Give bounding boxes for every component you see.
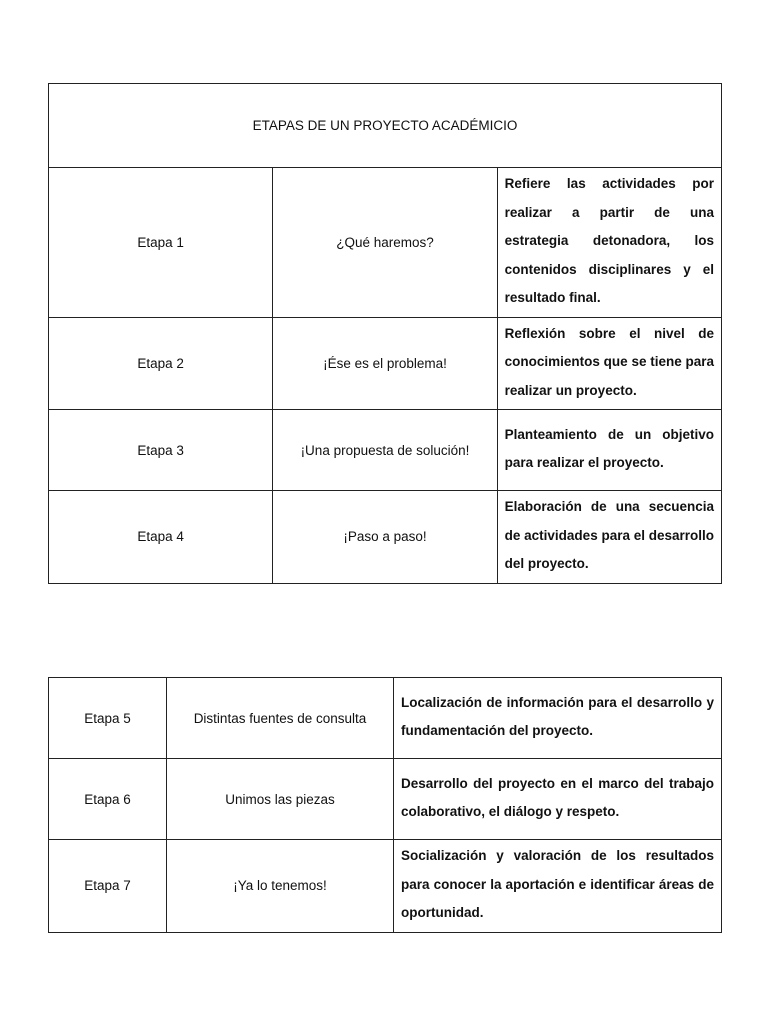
stage-cell: Etapa 3	[49, 410, 273, 491]
stage-name-cell: ¿Qué haremos?	[273, 168, 497, 318]
stages-table-1	[48, 83, 722, 584]
stage-name-cell: Unimos las piezas	[167, 759, 394, 840]
table-title-row	[49, 84, 722, 168]
stage-description-cell: Planteamiento de un objetivo para realizar el proyecto.	[497, 410, 721, 491]
stages-table-2	[48, 677, 722, 933]
table-row	[49, 410, 722, 491]
stage-name-cell: ¡Una propuesta de solución!	[273, 410, 497, 491]
stage-description-cell: Refiere las actividades por realizar a partir de una estrategia detonadora, los contenidos disciplinares y el resultado final.	[497, 168, 721, 318]
stage-name-cell: Distintas fuentes de consulta	[167, 678, 394, 759]
stage-cell: Etapa 1	[49, 168, 273, 318]
stage-cell: Etapa 2	[49, 317, 273, 410]
stage-name-cell: ¡Ése es el problema!	[273, 317, 497, 410]
table-row	[49, 840, 722, 933]
table-row	[49, 759, 722, 840]
stage-name-cell: ¡Paso a paso!	[273, 491, 497, 584]
stage-description-cell: Elaboración de una secuencia de actividades para el desarrollo del proyecto.	[497, 491, 721, 584]
stage-cell: Etapa 5	[49, 678, 167, 759]
stage-cell: Etapa 7	[49, 840, 167, 933]
table-title: ETAPAS DE UN PROYECTO ACADÉMICIO	[49, 84, 722, 168]
table-row	[49, 317, 722, 410]
stage-description-cell: Reflexión sobre el nivel de conocimientos que se tiene para realizar un proyecto.	[497, 317, 721, 410]
stage-description-cell: Socialización y valoración de los resultados para conocer la aportación e identificar áreas de oportunidad.	[394, 840, 722, 933]
stage-cell: Etapa 6	[49, 759, 167, 840]
stage-name-cell: ¡Ya lo tenemos!	[167, 840, 394, 933]
table-row	[49, 168, 722, 318]
table-row	[49, 678, 722, 759]
stage-description-cell: Desarrollo del proyecto en el marco del trabajo colaborativo, el diálogo y respeto.	[394, 759, 722, 840]
stage-cell: Etapa 4	[49, 491, 273, 584]
table-row	[49, 491, 722, 584]
stage-description-cell: Localización de información para el desarrollo y fundamentación del proyecto.	[394, 678, 722, 759]
